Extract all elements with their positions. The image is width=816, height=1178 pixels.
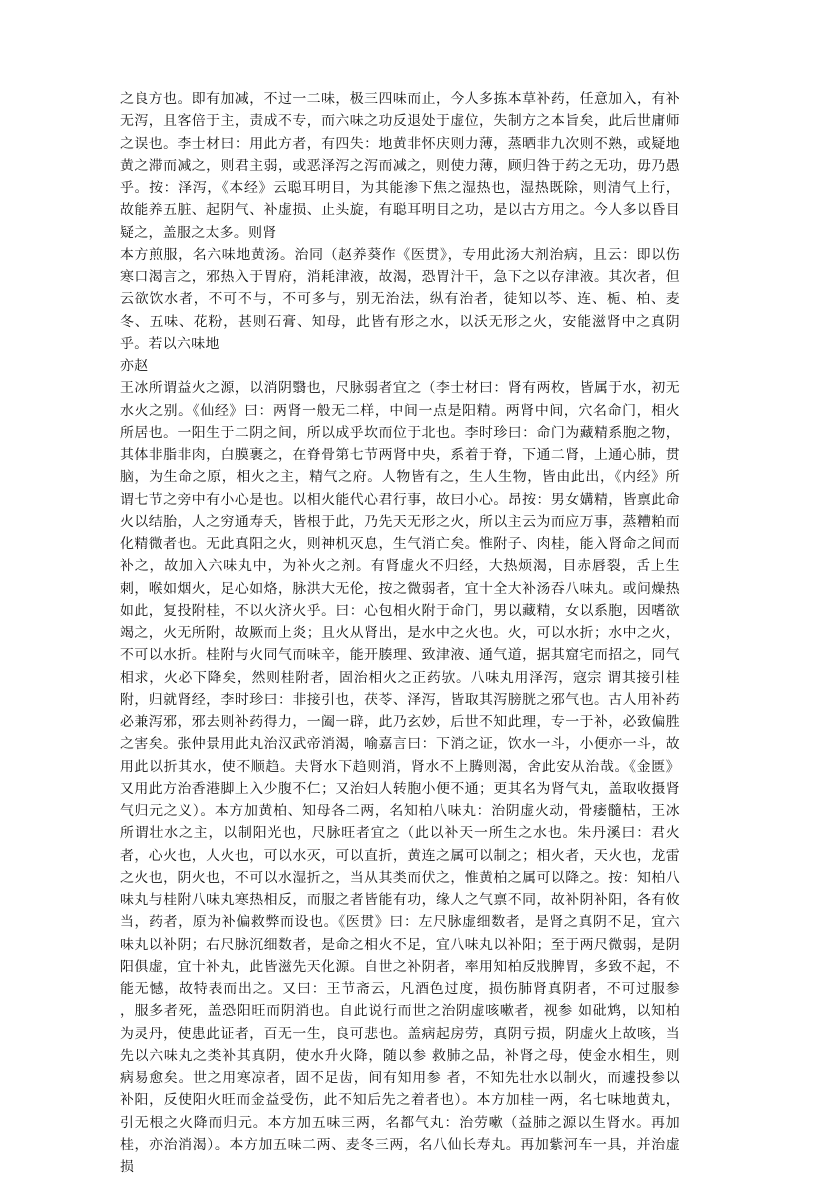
paragraph-3: 亦赵 — [120, 358, 149, 374]
paragraph-2: 本方煎服，名六味地黄汤。治同（赵养葵作《医贯》，专用此汤大剂治病，且云：即以伤寒口渴言之，邪热入于胃府，消耗津液，故渴，恐胃汁干，急下之以存津液。其次者，但云欲饮水者，不可不与，不可多与，别无治法，纵有治者，徒知以芩、连、栀、柏、麦冬、五味、花粉，甚则石膏、知母，此皆有形之水，以沃无形之火，安能滋肾中之真阴乎。若以六味地 — [120, 246, 680, 352]
document-page — [120, 88, 680, 1178]
paragraph-1: 之良方也。即有加减，不过一二味，极三四味而止，今人多拣本草补药，任意加入，有补无泻，且客倍于主，责成不专，而六味之功反退处于虚位，失制方之本旨矣，此后世庸师之误也。李士材曰：用此方者，有四失：地黄非怀庆则力薄，蒸晒非九次则不熟，或疑地黄之滞而减之，则君主弱，或恶泽泻之泻而减之，则使力薄，顾归咎于药之无功，毋乃愚乎。按：泽泻，《本经》云聪耳明目，为其能渗下焦之湿热也，湿热既除，则清气上行，故能养五脏、起阴气、补虚损、止头旋，有聪耳明目之功，是以古方用之。今人多以昏目疑之，盖服之太多。则肾 — [120, 91, 680, 241]
paragraph-4: 王冰所谓益火之源，以消阴翳也，尺脉弱者宜之（李士材曰：肾有两枚，皆属于水，初无水火之别。《仙经》曰：两肾一般无二样，中间一点是阳精。两肾中间，穴名命门，相火所居也。一阳生于二阴之间，所以成乎坎而位于北也。李时珍曰：命门为藏精系胞之物，其体非脂非肉，白膜裹之，在脊骨第七节两肾中央，系着于脊，下通二肾，上通心肺，贯脑，为生命之原，相火之主，精气之府。人物皆有之，生人生物，皆由此出，《内经》所谓七节之旁中有小心是也。以相火能代心君行事，故曰小心。昂按：男女媾精，皆禀此命火以结胎，人之穷通寿夭，皆根于此，乃先天无形之火，所以主云为而应万事，蒸糟粕而化精微者也。无此真阳之火，则神机灭息，生气消亡矣。惟附子、肉桂，能入肾命之间而补之，故加入六味丸中，为补火之剂。有肾虚火不归经，大热烦渴，目赤唇裂，舌上生刺，喉如烟火，足心如烙，脉洪大无伦，按之微弱者，宜十全大补汤吞八味丸。或问燥热如此，复投附桂，不以火济火乎。曰：心包相火附于命门，男以藏精，女以系胞，因嗜欲竭之，火无所附，故厥而上炎；且火从肾出，是水中之火也。火，可以水折；水中之火，不可以水折。桂附与火同气而味辛，能开腠理、致津液、通气道，据其窟宅而招之，同气相求，火必下降矣，然则桂附者，固治相火之正药欤。八味丸用泽泻，寇宗 谓其接引桂附，归就肾经，李时珍曰：非接引也，茯苓、泽泻，皆取其泻膀胱之邪气也。古人用补药必兼泻邪，邪去则补药得力，一阖一辟，此乃玄妙，后世不知此理，专一于补，必致偏胜之害矣。张仲景用此丸治汉武帝消渴，喻嘉言曰：下消之证，饮水一斗，小便亦一斗，故用此以折其水，使不顺趋。夫肾水下趋则消，肾水不上腾则渴，舍此安从治哉。《金匮》又用此方治香港脚上入少腹不仁；又治妇人转胞小便不通；更其名为肾气丸，盖取收摄肾气归元之义）。本方加黄柏、知母各二两，名知柏八味丸：治阴虚火动，骨痿髓枯，王冰所谓壮水之主，以制阳光也，尺脉旺者宜之（此以补天一所生之水也。朱丹溪曰：君火者，心火也，人火也，可以水灭，可以直折，黄连之属可以制之；相火者，天火也，龙雷之火也，阴火也，不可以水湿折之，当从其类而伏之，惟黄柏之属可以降之。按：知柏八味丸与桂附八味丸寒热相反，而服之者皆能有功，缘人之气禀不同，故补阴补阳，各有攸当，药者，原为补偏救弊而设也。《医贯》曰：左尺脉虚细数者，是肾之真阴不足，宜六味丸以补阴；右尺脉沉细数者，是命之相火不足，宜八味丸以补阳；至于两尺微弱，是阴阳俱虚，宜十补丸，此皆滋先天化源。自世之补阴者，率用知柏反戕脾胃，多致不起，不能无憾，故特表而出之。又曰：王节斋云，凡酒色过度，损伤肺肾真阴者，不可过服参 ，服多者死，盖恐阳旺而阴消也。自此说行而世之治阴虚咳嗽者，视参 如砒鸩，以知柏为灵丹，使患此证者，百无一生，良可悲也。盖病起房劳，真阴亏损，阴虚火上故咳，当先以六味丸之类补其真阴，使水升火降，随以参 救肺之品，补肾之母，使金水相生，则病易愈矣。世之用寒凉者，固不足齿，间有知用参 者，不知先壮水以制火，而遽投参以补阳，反使阳火旺而金益受伤，此不知后先之着者也）。本方加桂一两，名七味地黄丸，引无根之火降而归元。本方加五味三两，名都气丸：治劳嗽（益肺之源以生肾水。再加桂，亦治消渴）。本方加五味二两、麦冬三两，名八仙长寿丸。再加紫河车一具，并治虚损 — [120, 380, 680, 1175]
